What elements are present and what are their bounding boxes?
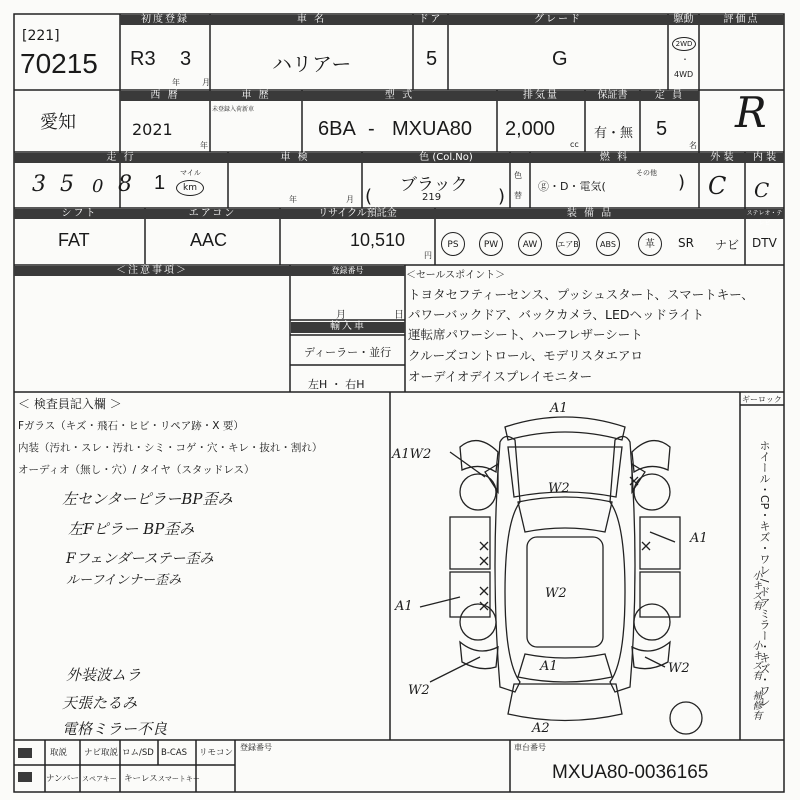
ac-value: AAC: [190, 230, 228, 250]
footer-remote: リモコン: [199, 748, 234, 758]
inspector-note-3: Fフェンダーステー歪み: [66, 551, 214, 567]
header-doors: ドア: [413, 15, 448, 25]
sales-point-2: パワーバックドア、バックカメラ、LEDヘッドライト: [408, 307, 705, 322]
region: 愛知: [40, 112, 76, 133]
diag-mark-rear-glass: A1: [540, 659, 558, 674]
km-unit: km: [176, 180, 204, 196]
footer-spare-key: スペアキー: [82, 775, 117, 783]
header-model: 型 式: [302, 91, 497, 101]
footer-badge-1: [18, 748, 32, 758]
header-grade: グレード: [448, 15, 668, 25]
color-side-2: 替: [514, 191, 522, 200]
import-title: 輸入車: [291, 322, 405, 333]
color-name: ブラック: [400, 175, 468, 195]
header-registration: 登録番号: [290, 266, 405, 276]
diag-mark-roof: W2: [545, 586, 567, 601]
inspector-title: ＜ 検査員記入欄 ＞: [18, 397, 122, 411]
header-interior: 内 装: [745, 153, 784, 163]
footer-chassis-label: 車台番号: [514, 743, 546, 752]
header-score: 評価点: [699, 15, 784, 25]
mileage-digit-3: 0: [92, 176, 104, 197]
footer-manual: 取説: [50, 748, 68, 758]
color-bracket: (: [365, 186, 373, 207]
equip-sunroof: SR: [678, 236, 694, 250]
header-displacement: 排気量: [497, 91, 585, 101]
footer-badge-2: [18, 772, 32, 782]
diag-mark-right-side: A1: [690, 531, 708, 546]
header-ac: エアコン: [145, 209, 280, 219]
glass-check: Fガラス（キズ・飛石・ヒビ・リペア跡・X 要）: [18, 420, 244, 432]
dealer-parallel: ディーラー・並行: [304, 346, 392, 359]
inspector-note-4: ルーフインナー歪み: [66, 573, 182, 588]
footer-registration-label: 登録番号: [240, 743, 272, 752]
recycle-fee: 10,510: [350, 230, 406, 250]
car-damage-diagram: [390, 392, 740, 740]
header-mileage: 走 行: [14, 153, 228, 163]
footer-bcas: B-CAS: [161, 748, 188, 758]
regist-month: 月: [336, 310, 346, 321]
color-number: 219: [422, 192, 442, 203]
mileage-digit-4: 8: [118, 172, 132, 197]
color-bracket-close: ): [498, 186, 506, 207]
inspector-note-5: 外装波ムラ: [66, 666, 142, 684]
drive-4wd: 4WD: [674, 70, 694, 79]
equip-navi: ナビ: [715, 238, 740, 252]
regist-day: 日: [394, 310, 404, 321]
capacity: 5: [656, 118, 668, 140]
footer-navi-manual: ナビ取説: [84, 748, 119, 758]
western-year: 2021: [132, 120, 173, 139]
mileage-digit-5: 1: [154, 172, 166, 194]
inspector-note-6: 天張たるみ: [62, 694, 138, 712]
warranty: 有・無: [594, 126, 634, 141]
header-year: 初度登録: [120, 15, 210, 25]
side-mark-2: 小キズ有: [750, 640, 761, 680]
diag-mark-right-rear: W2: [668, 661, 690, 676]
fuel-close: ): [678, 172, 686, 193]
drive-dot: ・: [681, 55, 689, 64]
equip-leather: 革: [638, 232, 662, 256]
inspection-month: 月: [346, 195, 354, 204]
car-doors: 5: [426, 48, 438, 70]
reg-era: R3: [130, 48, 156, 70]
equip-dtv: DTV: [752, 236, 777, 250]
wheel-mirror-notes: ホイール・CP・キズ・ワレ / ドアミラー・キズ・ワレ: [758, 440, 771, 708]
inspection-year: 年: [289, 195, 297, 204]
equip-pw: PW: [479, 232, 503, 256]
diag-mark-hood: W2: [548, 481, 570, 496]
sales-point-1: トヨタセフティーセンス、プッシュスタート、スマートキー、: [408, 287, 754, 302]
header-drive: 駆動: [668, 15, 699, 25]
model-prefix: 6BA: [318, 118, 356, 140]
header-color: 色 (Col.No): [362, 153, 530, 163]
equip-ps: PS: [441, 232, 465, 256]
car-grade: G: [552, 48, 568, 70]
header-stereo: ステレオ・テレビ: [746, 210, 783, 227]
footer-number-plate: ナンバー: [46, 774, 79, 784]
month-mark: 月: [202, 78, 210, 87]
header-exterior: 外 装: [699, 153, 745, 163]
displacement: 2,000: [505, 118, 556, 140]
side-mark-1: 小キズ有: [750, 570, 761, 610]
header-equipment: 装 備 品: [435, 209, 745, 219]
exterior-grade: C: [708, 172, 727, 200]
header-recycle: リサイクル預託金: [280, 209, 435, 219]
score-value: R: [735, 88, 767, 137]
audio-tire-check: オーディオ（無し・穴）/ タイヤ（スタッドレス）: [18, 464, 255, 476]
footer-keyless: キーレス: [124, 774, 158, 784]
lot-number: 70215: [20, 48, 98, 79]
fuel-other: その他: [636, 169, 657, 177]
header-inspection: 車 検: [228, 153, 362, 163]
reg-month: 3: [180, 48, 192, 70]
prior-registration: 未登録入荷新車: [212, 106, 255, 113]
header-history: 車 歴: [210, 91, 302, 101]
header-name: 車 名: [210, 15, 413, 25]
western-year-mark: 年: [200, 141, 208, 150]
equip-airbag: エアB: [556, 232, 580, 256]
header-shift: シフト: [14, 209, 145, 219]
sales-point-4: クルーズコントロール、モデリスタエアロ: [408, 348, 644, 363]
inspector-note-2: 左Fピラー BP歪み: [68, 520, 195, 538]
diag-mark-left-front: A1W2: [392, 447, 432, 462]
chassis-number: MXUA80-0036165: [552, 762, 709, 783]
shift-value: FAT: [58, 230, 90, 250]
yen-unit: 円: [424, 251, 432, 260]
header-caution: ＜注意事項＞: [14, 266, 290, 276]
header-fuel: 燃 料: [530, 153, 699, 163]
gyro-lock: ギーロック: [742, 395, 782, 404]
diag-mark-front: A1: [550, 401, 568, 416]
mileage-digit-2: 5: [60, 172, 74, 197]
capacity-unit: 名: [689, 141, 697, 150]
sales-points-title: ＜セールスポイント＞: [406, 270, 506, 281]
year-mark: 年: [172, 78, 180, 87]
footer-rom-sd: ロム/SD: [122, 748, 154, 758]
interior-grade: C: [754, 178, 770, 202]
fuel: ⓖ・D・電気(: [538, 180, 606, 193]
equip-abs: ABS: [596, 232, 620, 256]
footer-smart-key: スマートキー: [158, 775, 200, 783]
diag-mark-rear: A2: [532, 721, 550, 736]
inspector-note-1: 左センターピラーBP歪み: [62, 490, 233, 508]
diag-mark-left-rear: W2: [408, 683, 430, 698]
sales-point-5: オーデイオデイスプレイモニター: [408, 369, 593, 384]
drive-2wd: 2WD: [672, 37, 696, 51]
diag-mark-left-side: A1: [395, 599, 413, 614]
inspector-note-7: 電格ミラー不良: [62, 720, 168, 738]
cc-unit: cc: [570, 140, 579, 149]
mileage-digit-1: 3: [32, 172, 46, 197]
side-mark-3: 補修有: [750, 690, 761, 720]
equip-aw: AW: [518, 232, 542, 256]
sales-point-3: 運転席パワーシート、ハーフレザーシート: [408, 327, 643, 342]
header-warranty: 保証書: [585, 91, 640, 101]
model-dash: -: [368, 118, 375, 140]
mile-label: マイル: [180, 169, 201, 177]
handle-side: 左H ・ 右H: [308, 378, 365, 391]
lot-code: [221]: [22, 28, 60, 44]
header-western: 西 暦: [120, 91, 210, 101]
car-name: ハリアー: [272, 54, 352, 76]
header-capacity: 定 員: [640, 91, 699, 101]
model-code: MXUA80: [392, 118, 473, 140]
interior-check: 内装（汚れ・スレ・汚れ・シミ・コゲ・穴・キレ・抜れ・割れ）: [18, 442, 323, 454]
color-side-1: 色: [514, 171, 522, 180]
